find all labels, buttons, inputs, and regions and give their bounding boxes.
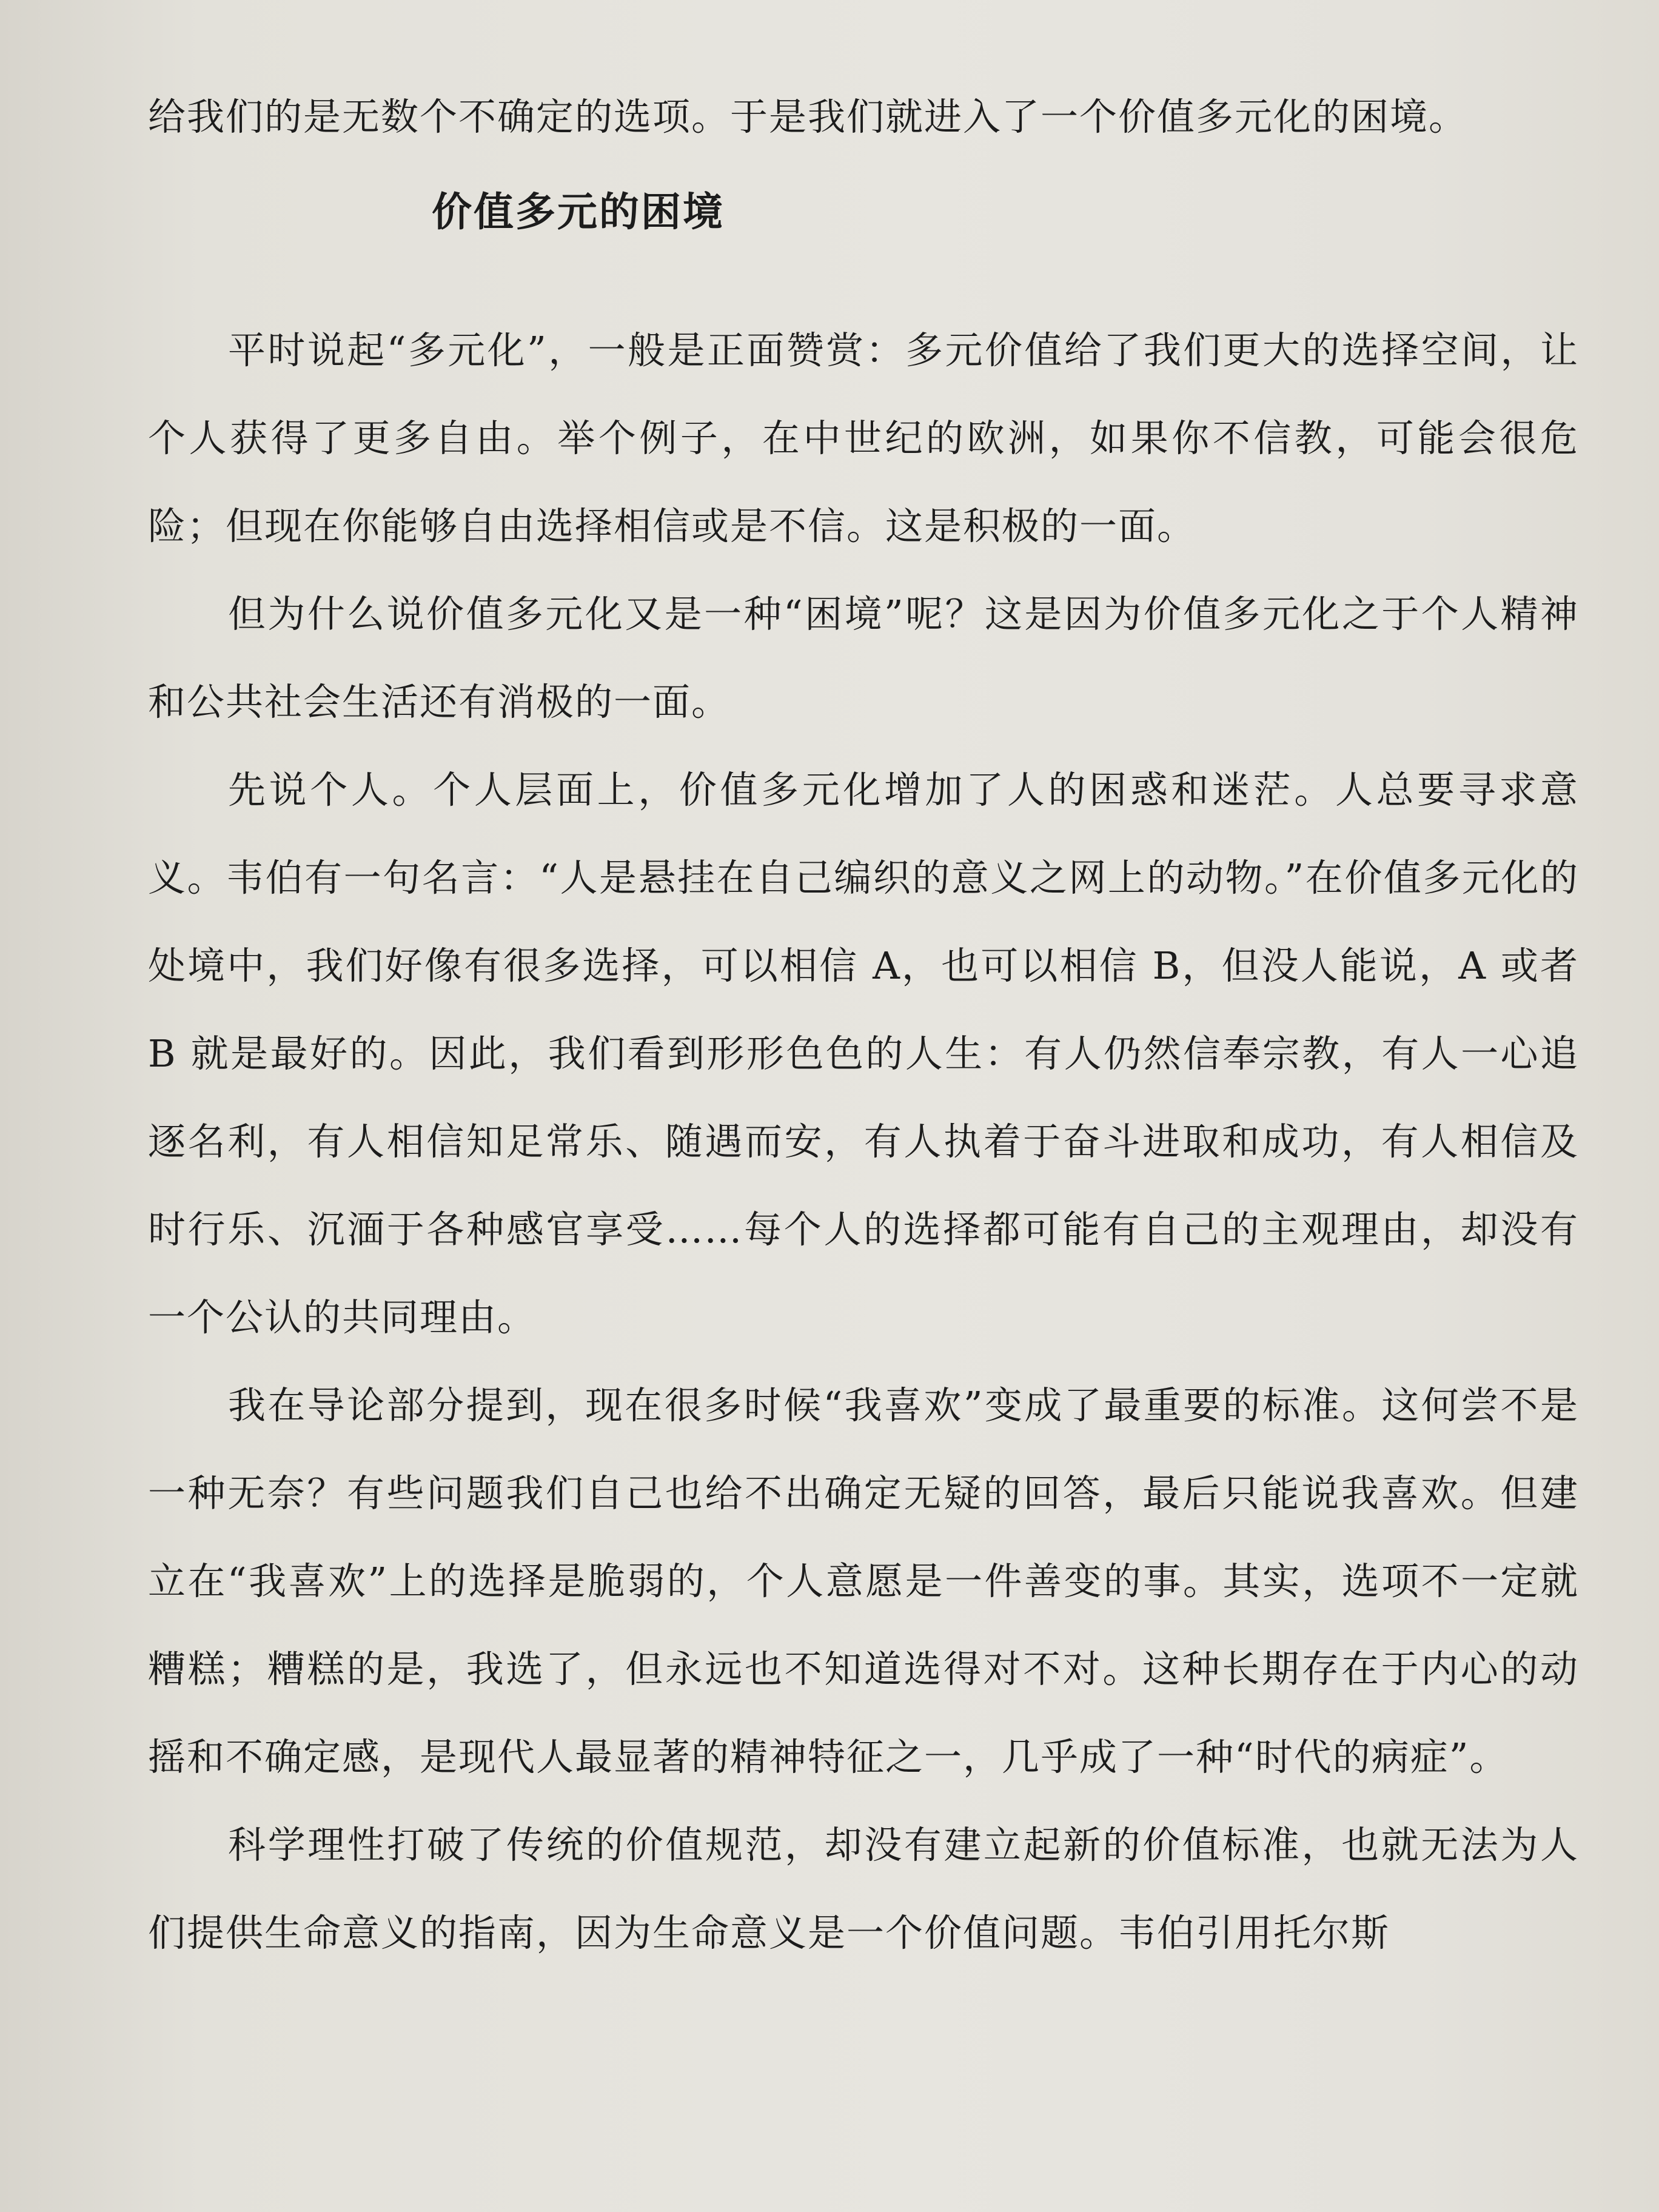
- section-heading: 价值多元的困境: [432, 189, 725, 235]
- page-text: [148, 73, 1579, 1977]
- paragraph: 我在导论部分提到，现在很多时候“我喜欢”变成了最重要的标准。这何尝不是一种无奈？有些问题我们自己也给不出确定无疑的回答，最后只能说我喜欢。但建立在“我喜欢”上的选择是脆弱的，个人意愿是一件善变的事。其实，选项不一定就糟糕；糟糕的是，我选了，但永远也不知道选得对不对。这种长期存在于内心的动摇和不确定感，是现代人最显著的精神特征之一，几乎成了一种“时代的病症”。: [148, 1383, 1579, 1779]
- paragraph: 科学理性打破了传统的价值规范，却没有建立起新的价值标准，也就无法为人们提供生命意义的指南，因为生命意义是一个价值问题。韦伯引用托尔斯: [148, 1823, 1579, 1955]
- paragraph-continued: 给我们的是无数个不确定的选项。于是我们就进入了一个价值多元化的困境。: [148, 95, 1468, 139]
- paragraph: 先说个人。个人层面上，价值多元化增加了人的困惑和迷茫。人总要寻求意义。韦伯有一句名言：“人是悬挂在自己编织的意义之网上的动物。”在价值多元化的处境中，我们好像有很多选择，可以相信 A，也可以相信 B，但没人能说，A 或者 B 就是最好的。因此，我们看到形形色色的人生：有人仍然信奉宗教，有人一心追逐名利，有人相信知足常乐、随遇而安，有人执着于奋斗进取和成功，有人相信及时行乐、沉湎于各种感官享受……每个人的选择都可能有自己的主观理由，却没有一个公认的共同理由。: [148, 768, 1579, 1339]
- paragraph: 但为什么说价值多元化又是一种“困境”呢？这是因为价值多元化之于个人精神和公共社会生活还有消极的一面。: [148, 592, 1579, 724]
- paragraph: 平时说起“多元化”，一般是正面赞赏：多元价值给了我们更大的选择空间，让个人获得了更多自由。举个例子，在中世纪的欧洲，如果你不信教，可能会很危险；但现在你能够自由选择相信或是不信。这是积极的一面。: [148, 328, 1579, 548]
